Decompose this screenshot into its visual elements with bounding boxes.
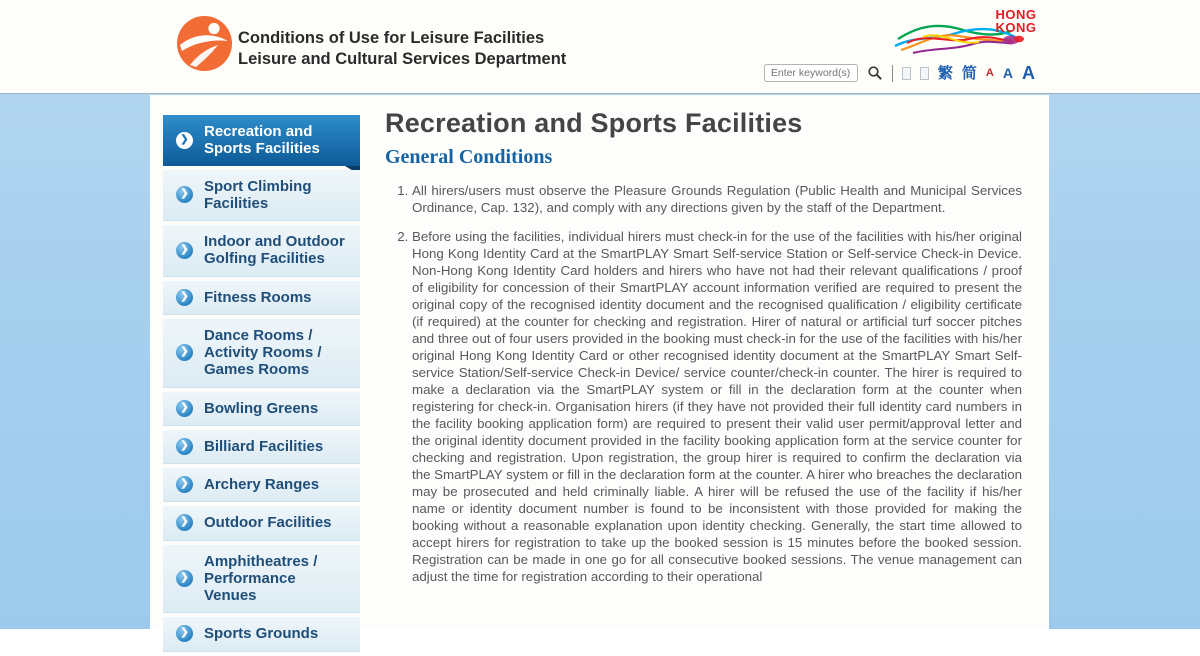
chevron-right-icon: ❯ bbox=[176, 132, 193, 149]
search-icon[interactable] bbox=[867, 65, 883, 81]
chevron-right-icon: ❯ bbox=[176, 400, 193, 417]
main-content bbox=[385, 108, 1022, 597]
chevron-right-icon: ❯ bbox=[176, 186, 193, 203]
font-size-small-button[interactable]: A bbox=[985, 66, 994, 79]
lcsd-logo[interactable] bbox=[176, 15, 233, 72]
search-input[interactable] bbox=[764, 64, 858, 82]
sidebar-item-label: Amphitheatres / Performance Venues bbox=[204, 552, 318, 604]
sidebar-item-label: Outdoor Facilities bbox=[204, 514, 332, 532]
content-panel bbox=[150, 95, 1049, 643]
sidebar-item[interactable] bbox=[163, 468, 360, 502]
lang-simplified-chinese[interactable]: 简 bbox=[961, 64, 977, 82]
chevron-right-icon: ❯ bbox=[176, 242, 193, 259]
site-title-line1: Conditions of Use for Leisure Facilities bbox=[238, 29, 545, 47]
sidebar-item-label: Dance Rooms / Activity Rooms / Games Rooms bbox=[204, 326, 322, 379]
chevron-right-icon: ❯ bbox=[176, 514, 193, 531]
sidebar-item-label: Billiard Facilities bbox=[204, 437, 324, 455]
sidebar-item[interactable] bbox=[163, 506, 360, 540]
sidebar-item-label: Indoor and Outdoor Golfing Facilities bbox=[204, 233, 345, 268]
sidebar-item-label: Sports Grounds bbox=[204, 625, 319, 643]
chevron-right-icon: ❯ bbox=[176, 570, 193, 587]
sidebar-nav bbox=[163, 115, 360, 656]
chevron-right-icon: ❯ bbox=[176, 625, 193, 642]
sidebar-item-label: Fitness Rooms bbox=[204, 288, 312, 306]
sidebar-item[interactable] bbox=[163, 225, 360, 277]
chevron-right-icon: ❯ bbox=[176, 438, 193, 455]
site-header bbox=[0, 0, 1200, 94]
condition-item: 2. Before using the facilities, individual hirers must check-in for the use of the facilities with his/her original Hong Kong Identity Card at the SmartPLAY Smart Self-service Station or Self-service Check-in Device. Non-Hong Kong Identity Card holders and hirers who have not had their relevant qualifications / proof of eligibility for concession of their SmartPLAY account information verified are required to present the original copy of the recognised identity document and the recognised qualification / eligibility certificate (if required) at the counter for checking and registration. Hirer of natural or artificial turf soccer pitches and three out of four users provided in the booking must check-in for the use of the facilities with his/her original Hong Kong Identity Card or other recognised identity document at the SmartPLAY Smart Self-service Station/Self-service Check-in Device/ service counter/check-in counter. The hirer is required to make a declaration via the SmartPLAY system or fill in the declaration form at the counter when registering for check-in. Organisation hirers (if they have not provided their full identity card numbers in the facility booking application form) are required to present their valid user permit/approval letter and the original identity document provided in the facility booking application form at the service counter for checking and registration. Upon registration, the group hirer is required to confirm the declaration via the SmartPLAY system or fill in the declaration form at the counter. A hirer who breaches the declaration may be prosecuted and held criminally liable. A hirer will be refused the use of the facility if his/her name or identity document number is found to be inconsistent with those provided for making the booking without a reasonable explanation upon identity checking. Generally, the start time allowed to accept hirers for registration to take up the booked session is 15 minutes before the booked session. Registration can be made in one go for all consecutive booked sessions. The venue management can adjust the time for registration according to their operational bbox=[412, 228, 1022, 585]
page-title: Recreation and Sports Facilities bbox=[385, 108, 803, 138]
header-toolbar bbox=[764, 64, 1035, 82]
print-icon[interactable] bbox=[920, 67, 929, 80]
site-title-line2: Leisure and Cultural Services Department bbox=[238, 50, 567, 68]
font-size-large-button[interactable]: A bbox=[1022, 63, 1035, 83]
sidebar-item[interactable] bbox=[163, 170, 360, 222]
sidebar-item[interactable] bbox=[163, 281, 360, 315]
sidebar-item-label: Recreation and Sports Facilities bbox=[204, 123, 320, 158]
conditions-list bbox=[385, 182, 1022, 585]
sidebar-item-label: Sport Climbing Facilities bbox=[204, 177, 312, 212]
toolbar-divider bbox=[892, 65, 893, 82]
chevron-right-icon: ❯ bbox=[176, 289, 193, 306]
sidebar-item[interactable] bbox=[163, 319, 360, 388]
brand-text-hong: HONG bbox=[995, 7, 1037, 22]
brand-text-kong: KONG bbox=[995, 20, 1037, 35]
chevron-right-icon: ❯ bbox=[176, 476, 193, 493]
brand-hongkong-logo bbox=[893, 6, 1043, 64]
sidebar-item[interactable] bbox=[163, 545, 360, 614]
sidebar-item[interactable] bbox=[163, 617, 360, 651]
sidebar-item[interactable] bbox=[163, 115, 360, 166]
site-title bbox=[238, 28, 566, 70]
share-icon[interactable] bbox=[902, 67, 911, 80]
sidebar-item[interactable] bbox=[163, 430, 360, 464]
sidebar-item[interactable] bbox=[163, 392, 360, 426]
font-size-medium-button[interactable]: A bbox=[1002, 65, 1013, 81]
sidebar-item-label: Bowling Greens bbox=[204, 399, 319, 417]
chevron-right-icon: ❯ bbox=[176, 344, 193, 361]
condition-item: 1. All hirers/users must observe the Pleasure Grounds Regulation (Public Health and Municipal Services Ordinance, Cap. 132), and comply with any directions given by the staff of the Department. bbox=[412, 182, 1022, 216]
lang-traditional-chinese[interactable]: 繁 bbox=[937, 64, 953, 82]
section-heading: General Conditions bbox=[385, 146, 553, 168]
sidebar-item-label: Archery Ranges bbox=[204, 476, 320, 493]
